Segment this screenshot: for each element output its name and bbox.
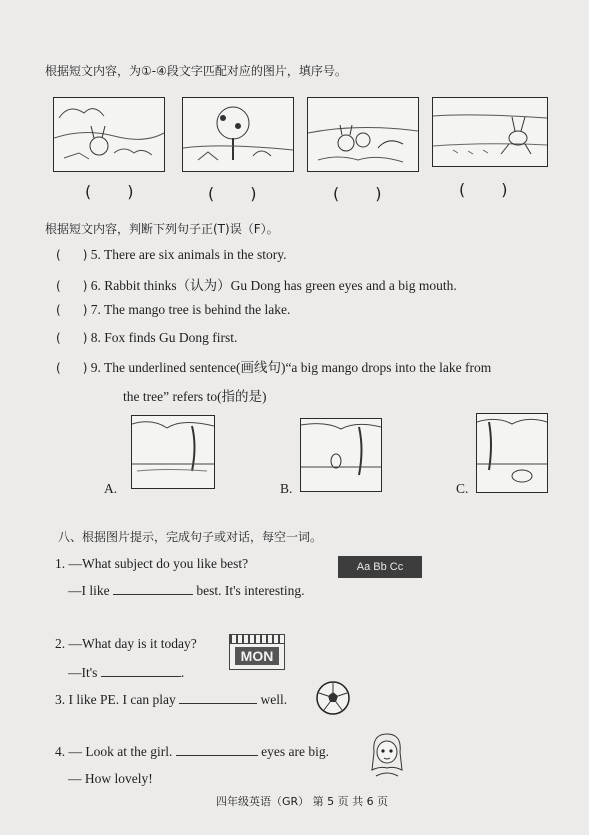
tf-item-9-continued: the tree” refers to(指的是) — [123, 389, 267, 404]
option-a-label[interactable]: A. — [104, 481, 118, 496]
tf-item-text: 6. Rabbit thinks（认为）Gu Dong has green eyes and a big mouth. — [90, 278, 457, 293]
tf-item-7: ( ) 7. The mango tree is behind the lake. — [56, 302, 291, 317]
option-a-picture — [131, 415, 215, 489]
q2-question: 2. —What day is it today? — [55, 636, 197, 651]
story-picture-3 — [307, 97, 419, 172]
tf-paren-open[interactable]: ( — [56, 303, 61, 317]
tf-item-text: 8. Fox finds Gu Dong first. — [90, 330, 238, 345]
calendar-day-label: MON — [235, 647, 279, 665]
girl-face-icon — [366, 730, 408, 778]
q3-sentence: 3. I like PE. I can play well. — [55, 692, 288, 707]
story-picture-4 — [432, 97, 548, 167]
q2-answer: —It's . — [68, 665, 185, 680]
tf-paren-open[interactable]: ( — [56, 279, 61, 293]
tf-paren-open[interactable]: ( — [56, 331, 61, 345]
tf-item-8: ( ) 8. Fox finds Gu Dong first. — [56, 330, 238, 345]
rabbit-running-illustration — [433, 98, 547, 166]
story-picture-1 — [53, 97, 165, 172]
option-b-picture — [300, 418, 382, 492]
answer-paren-4[interactable]: ( ) — [459, 180, 508, 199]
mango-falling-illustration — [301, 419, 381, 491]
option-b-label[interactable]: B. — [280, 481, 293, 496]
matching-instruction: 根据短文内容，为①-④段文字匹配对应的图片，填序号。 — [45, 64, 347, 78]
option-c-picture — [476, 413, 548, 493]
story-picture-2 — [182, 97, 294, 172]
tf-paren-open[interactable]: ( — [56, 361, 61, 375]
calendar-rings — [230, 635, 284, 644]
q4-response: — How lovely! — [68, 771, 153, 786]
answer-paren-3[interactable]: ( ) — [333, 184, 382, 203]
tf-item-5: ( ) 5. There are six animals in the story. — [56, 247, 287, 262]
football-icon — [315, 680, 351, 716]
q4-blank[interactable] — [176, 743, 258, 756]
calendar-picture — [229, 634, 285, 670]
animals-running-illustration — [308, 98, 418, 171]
girl-picture — [366, 730, 408, 778]
answer-paren-2[interactable]: ( ) — [208, 184, 257, 203]
q2-blank[interactable] — [101, 664, 181, 677]
q1-answer: —I like best. It's interesting. — [68, 583, 305, 598]
tf-paren-open[interactable]: ( — [56, 248, 61, 262]
true-false-instruction: 根据短文内容，判断下列句子正(T)误（F）。 — [45, 222, 279, 236]
section-8-heading: 八、根据图片提示，完成句子或对话，每空一词。 — [58, 530, 323, 544]
tf-item-6: ( ) 6. Rabbit thinks（认为）Gu Dong has green eyes and a big mouth. — [56, 278, 457, 293]
option-c-label[interactable]: C. — [456, 481, 469, 496]
tree-lake-illustration — [183, 98, 293, 171]
tf-item-text: 7. The mango tree is behind the lake. — [90, 302, 291, 317]
q4-sentence: 4. — Look at the girl. eyes are big. — [55, 744, 329, 759]
q1-question: 1. —What subject do you like best? — [55, 556, 249, 571]
tf-item-9: ( ) 9. The underlined sentence(画线句)“a big mango drops into the lake from — [56, 360, 492, 375]
rabbit-scene-illustration — [54, 98, 164, 171]
tf-item-text: 5. There are six animals in the story. — [90, 247, 287, 262]
q3-blank[interactable] — [179, 691, 257, 704]
mango-tree-lake-illustration — [132, 416, 214, 488]
tf-item-text: 9. The underlined sentence(画线句)“a big mango drops into the lake from — [90, 360, 492, 375]
answer-paren-1[interactable]: ( ) — [85, 182, 134, 201]
abc-card-picture: Aa Bb Cc — [338, 556, 422, 578]
mango-in-lake-illustration — [477, 414, 547, 492]
q1-blank[interactable] — [113, 582, 193, 595]
football-picture — [315, 680, 351, 716]
page-footer: 四年级英语（GR） 第 5 页 共 6 页 — [216, 795, 389, 808]
